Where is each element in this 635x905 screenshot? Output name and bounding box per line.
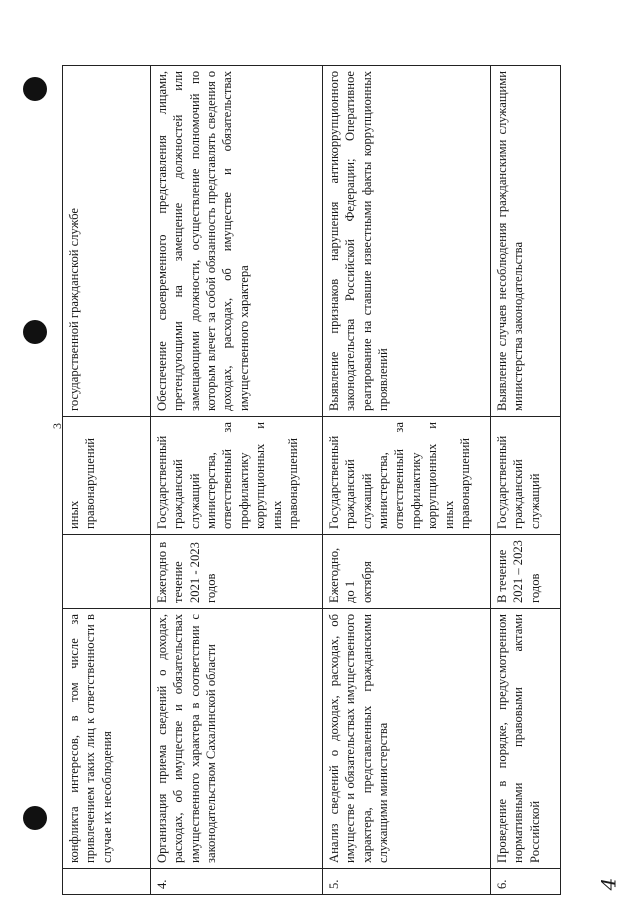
term-cell (63, 535, 151, 609)
activity-cell: Организация приема сведений о доходах, расходах, об имуществе и обязательствах имущественного характера в соответствии с законодательством Сахалинской области (151, 609, 323, 869)
row-number (63, 869, 151, 895)
measures-table (62, 65, 561, 895)
responsible-cell: иных правонарушений (63, 417, 151, 535)
result-cell: Выявление признаков нарушения антикоррупционного законодательства Российской Федерации; Оперативное реагирование на ставшие известными факты коррупционных проявлений (323, 66, 491, 417)
row-number: 4. (151, 869, 323, 895)
row-number: 6. (491, 869, 561, 895)
result-cell: Выявление случаев несоблюдения гражданскими служащими министерства законодательства (491, 66, 561, 417)
responsible-cell: Государственный гражданский служащий министерства, ответственный за профилактику коррупционных и иных правонарушений (323, 417, 491, 535)
row-number: 5. (323, 869, 491, 895)
term-cell: Ежегодно, до 1 октября (323, 535, 491, 609)
responsible-cell: Государственный гражданский служащий министерства, ответственный за профилактику коррупционных и иных правонарушений (151, 417, 323, 535)
term-cell: В течение 2021 – 2023 годов (491, 535, 561, 609)
page-number: 3 (50, 423, 64, 429)
table-row (63, 66, 151, 895)
activity-cell: Анализ сведений о доходах, расходах, об имуществе и обязательствах имущественного характера, представленных гражданскими служащими министерства (323, 609, 491, 869)
result-cell: Обеспечение своевременного представления лицами, претендующими на замещение должностей или замещающими должности, осуществление полномочий по которым влечет за собой обязанность представлять сведения о доходах, расходах, об имуществе и обязательствах имущественного характера (151, 66, 323, 417)
table-row (151, 66, 323, 895)
activity-cell: конфликта интересов, в том числе за привлечением таких лиц к ответственности в случае их несоблюдения (63, 609, 151, 869)
table-row (491, 66, 561, 895)
result-cell: государственной гражданской службе (63, 66, 151, 417)
term-cell: Ежегодно в течение 2021 - 2023 годов (151, 535, 323, 609)
activity-cell: Проведение в порядке, предусмотренном нормативными правовыми актами Российской (491, 609, 561, 869)
table-row (323, 66, 491, 895)
handwritten-page-mark: 4 (596, 877, 621, 891)
responsible-cell: Государственный гражданский служащий (491, 417, 561, 535)
